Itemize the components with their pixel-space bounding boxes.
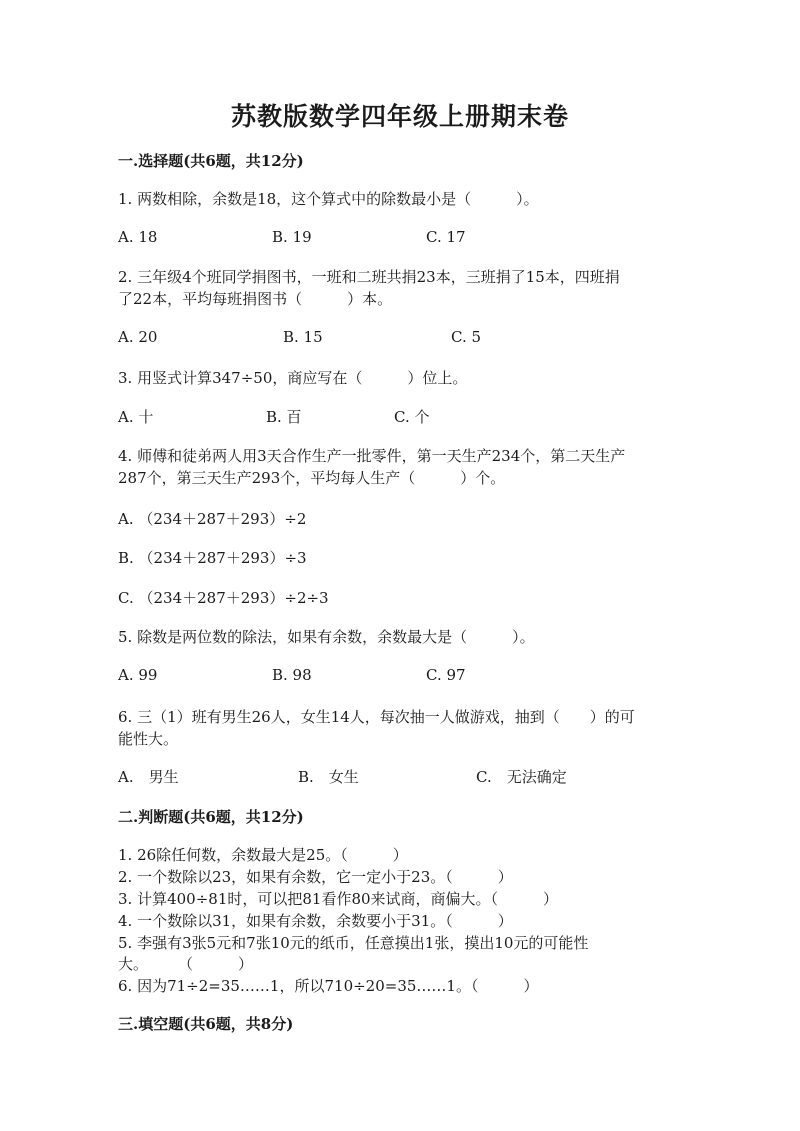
option-2a: A. 20 (118, 328, 158, 346)
option-6b: B. 女生 (298, 768, 359, 786)
option-3b: B. 百 (266, 408, 302, 426)
question-4-line2: 287个，第三天生产293个，平均每人生产（ ）个。 (118, 469, 506, 487)
option-4b: B. （234＋287＋293）÷3 (118, 549, 307, 567)
question-6-line2: 能性大。 (118, 730, 179, 748)
option-1c: C. 17 (426, 228, 466, 246)
exam-title: 苏教版数学四年级上册期末卷 (230, 102, 569, 131)
option-1a: A. 18 (118, 228, 158, 246)
judge-item-6: 6. 因为71÷2=35……1，所以710÷20=35……1。（ ） (118, 977, 539, 995)
judge-item-2: 2. 一个数除以23，如果有余数，它一定小于23。（ ） (118, 868, 513, 886)
option-4a: A. （234＋287＋293）÷2 (118, 510, 307, 528)
option-3c: C. 个 (394, 408, 430, 426)
question-4-line1: 4. 师傅和徒弟两人用3天合作生产一批零件，第一天生产234个，第二天生产 (118, 447, 626, 465)
question-1: 1. 两数相除，余数是18，这个算式中的除数最小是（ ）。 (118, 190, 539, 208)
question-2-line1: 2. 三年级4个班同学捐图书，一班和二班共捐23本，三班捐了15本，四班捐 (118, 268, 620, 286)
option-4c: C. （234＋287＋293）÷2÷3 (118, 589, 329, 607)
section-heading-judge: 二.判断题(共6题，共12分) (118, 808, 304, 826)
section-heading-choice: 一.选择题(共6题，共12分) (118, 152, 304, 170)
option-1b: B. 19 (272, 228, 312, 246)
option-6c: C. 无法确定 (476, 768, 567, 786)
option-5b: B. 98 (272, 666, 312, 684)
judge-item-5-line1: 5. 李强有3张5元和7张10元的纸币，任意摸出1张，摸出10元的可能性 (118, 934, 589, 952)
option-6a: A. 男生 (118, 768, 179, 786)
option-2c: C. 5 (451, 328, 482, 346)
question-2-line2: 了22本，平均每班捐图书（ ）本。 (118, 290, 393, 308)
judge-item-5-line2: 大。 （ ） (118, 955, 254, 973)
option-2b: B. 15 (283, 328, 323, 346)
judge-item-3: 3. 计算400÷81时，可以把81看作80来试商，商偏大。（ ） (118, 890, 559, 908)
question-5: 5. 除数是两位数的除法，如果有余数，余数最大是（ ）。 (118, 628, 535, 646)
judge-item-4: 4. 一个数除以31，如果有余数，余数要小于31。（ ） (118, 912, 513, 930)
question-3: 3. 用竖式计算347÷50，商应写在（ ）位上。 (118, 369, 468, 387)
option-5c: C. 97 (426, 666, 466, 684)
option-5a: A. 99 (118, 666, 158, 684)
question-6-line1: 6. 三（1）班有男生26人，女生14人，每次抽一人做游戏，抽到（ ）的可 (118, 708, 635, 726)
judge-item-1: 1. 26除任何数，余数最大是25。（ ） (118, 846, 408, 864)
option-3a: A. 十 (118, 408, 154, 426)
section-heading-fill: 三.填空题(共6题，共8分) (118, 1015, 294, 1033)
